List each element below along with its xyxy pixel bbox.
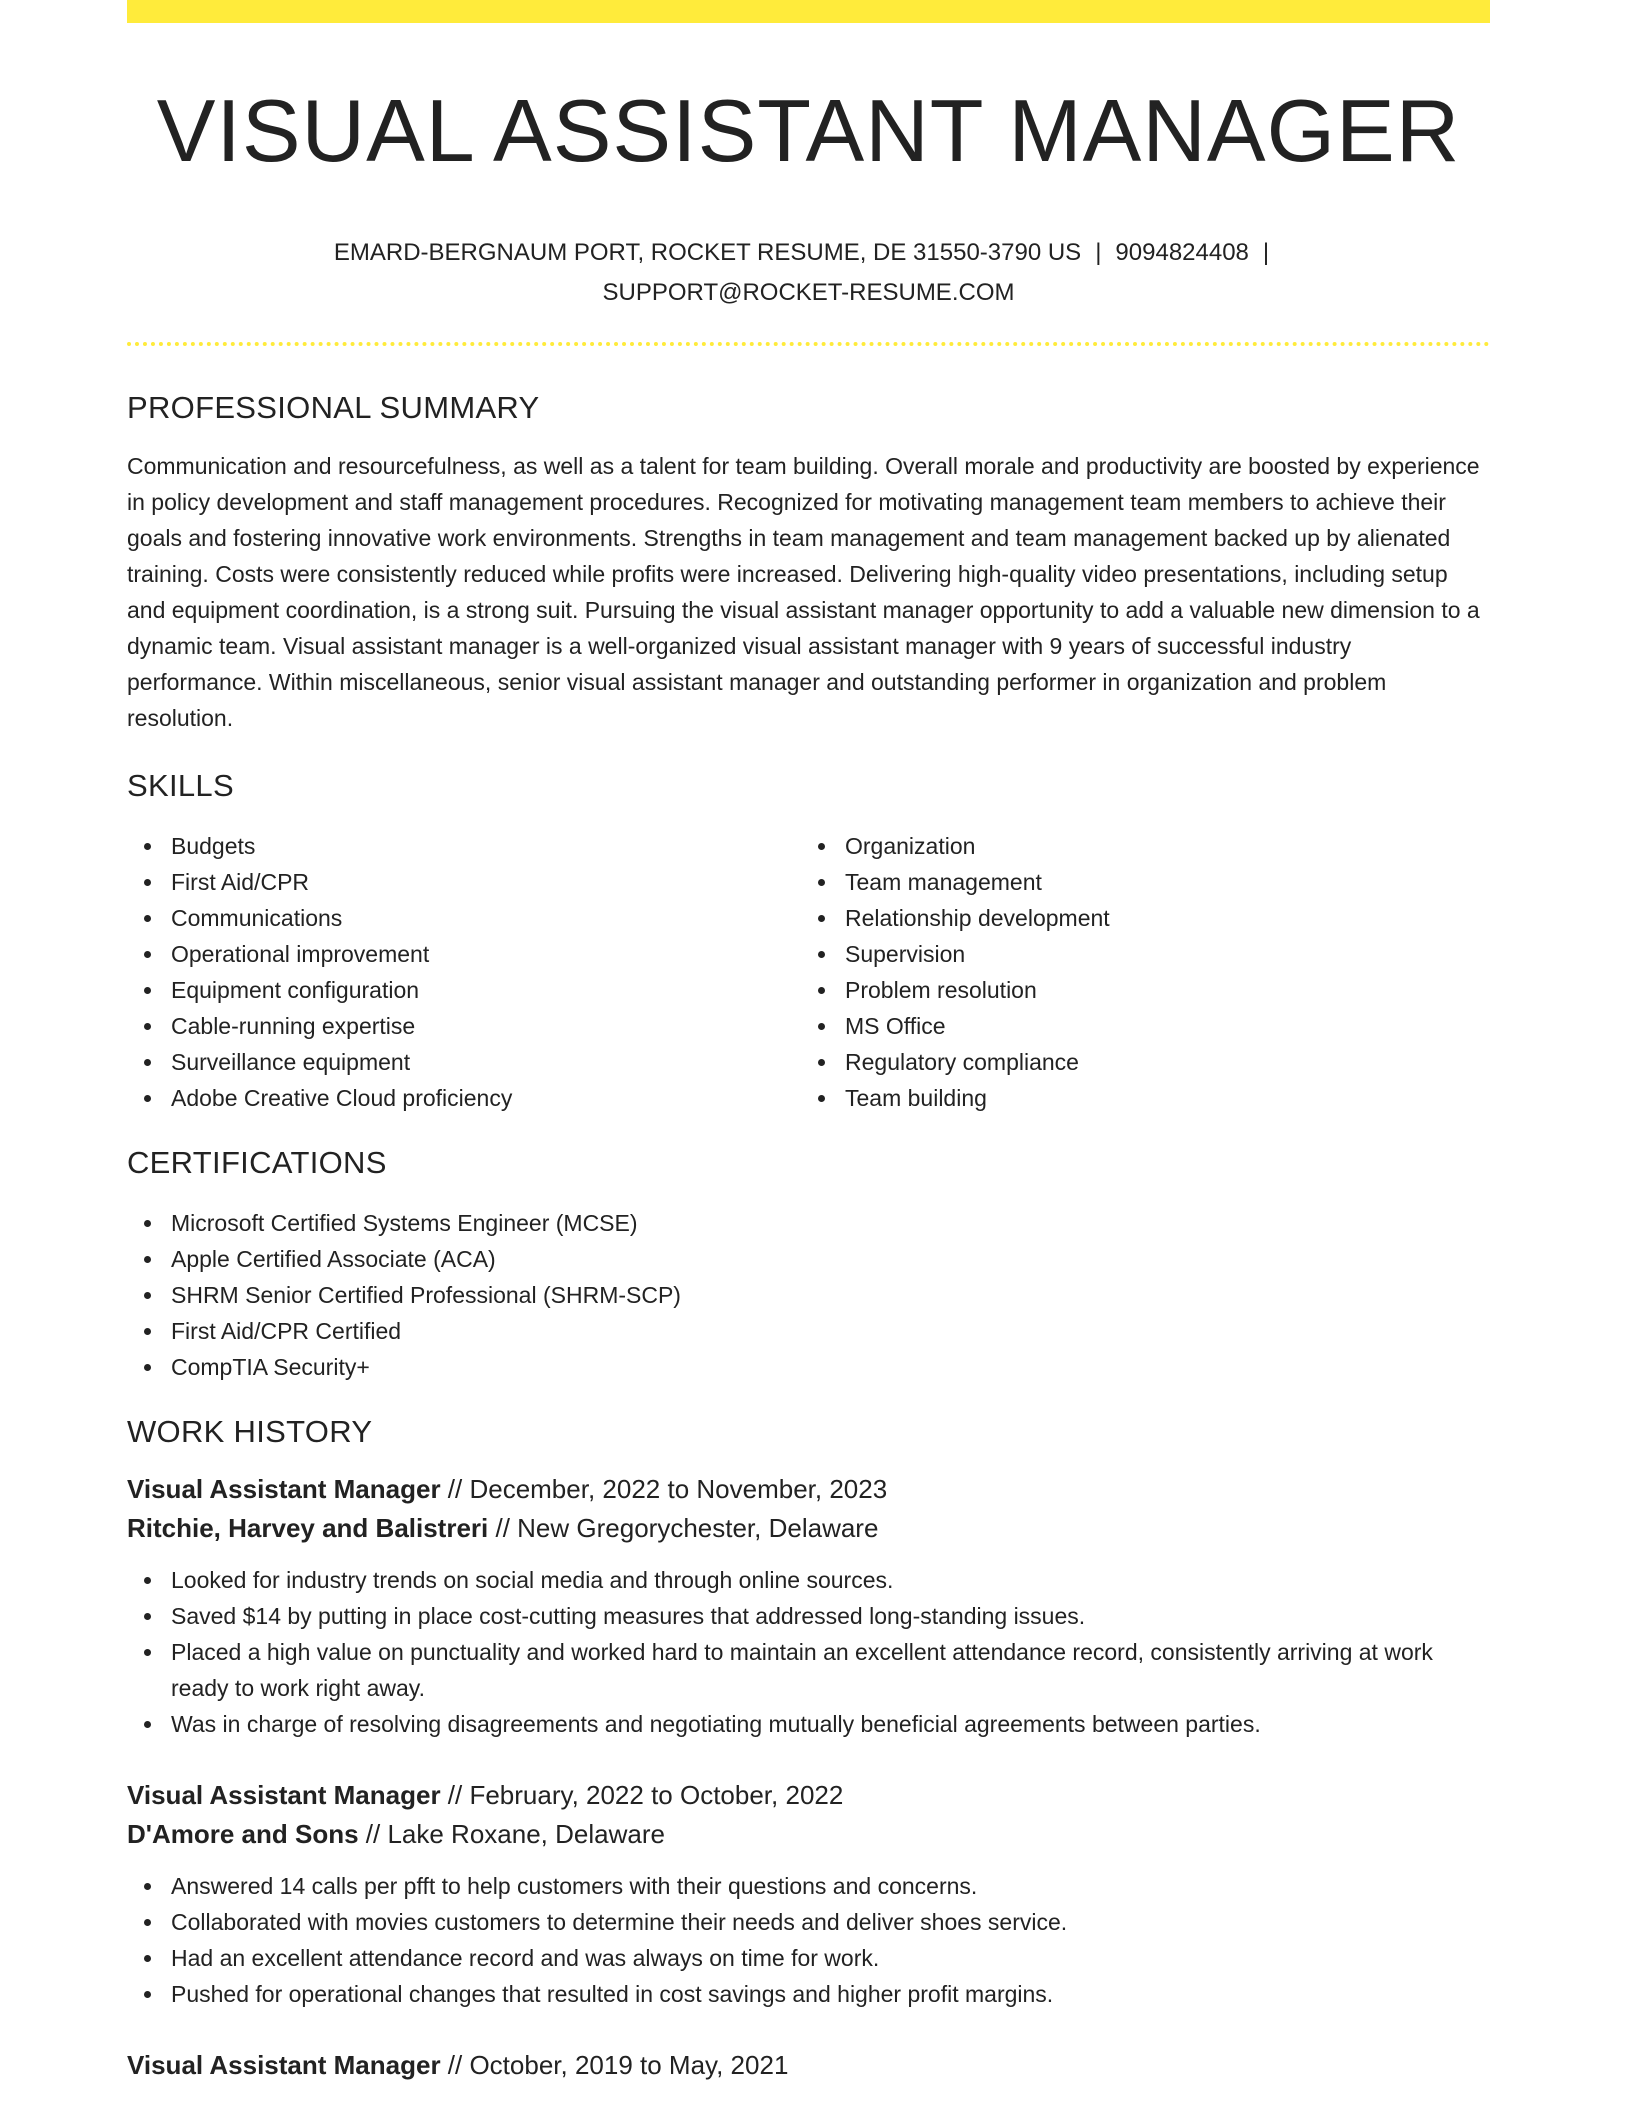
job-title-line: [127, 1470, 1490, 1509]
job-location: // New Gregorychester, Delaware: [488, 1513, 879, 1543]
skills-columns: [127, 828, 1490, 1116]
job-company-line: [127, 1509, 1490, 1548]
skills-list-right: [801, 828, 1475, 1116]
list-item: Budgets: [127, 828, 801, 864]
job-title-line: [127, 1776, 1490, 1815]
list-item: Saved $14 by putting in place cost-cutting measures that addressed long-standing issues.: [127, 1598, 1490, 1634]
top-accent-bar: [127, 0, 1490, 23]
job-title: Visual Assistant Manager: [127, 2050, 441, 2080]
certifications-section: [127, 1143, 1490, 1385]
job-location: // Lake Roxane, Delaware: [358, 1819, 665, 1849]
list-item: Team management: [801, 864, 1475, 900]
list-item: Cable-running expertise: [127, 1008, 801, 1044]
dotted-divider: [127, 342, 1490, 346]
work-history-section: [127, 1412, 1490, 2085]
list-item: Adobe Creative Cloud proficiency: [127, 1080, 801, 1116]
list-item: First Aid/CPR Certified: [127, 1313, 1490, 1349]
list-item: Communications: [127, 900, 801, 936]
job-title-line: [127, 2046, 1490, 2085]
summary-text: Communication and resourcefulness, as well as a talent for team building. Overall morale and productivity are boosted by experience in policy development and staff management procedures. Recognized for motivating management team members to achieve their goals and fostering innovative work environments. Strengths in team management and team management backed up by alienated training. Costs were consistently reduced while profits were increased. Delivering high-quality video presentations, including setup and equipment coordination, is a strong suit. Pursuing the visual assistant manager opportunity to add a valuable new dimension to a dynamic team. Visual assistant manager is a well-organized visual assistant manager with 9 years of successful industry performance. Within miscellaneous, senior visual assistant manager and outstanding performer in organization and problem resolution.: [127, 453, 1480, 731]
contact-info: [127, 233, 1490, 313]
section-heading: WORK HISTORY: [127, 1414, 373, 1449]
job-entry: [127, 2046, 1490, 2085]
contact-email: SUPPORT@ROCKET-RESUME.COM: [602, 279, 1015, 306]
section-heading: SKILLS: [127, 768, 234, 803]
list-item: SHRM Senior Certified Professional (SHRM-SCP): [127, 1277, 1490, 1313]
contact-separator: |: [1262, 239, 1270, 266]
skills-section: [127, 766, 1490, 1116]
list-item: Surveillance equipment: [127, 1044, 801, 1080]
list-item: Microsoft Certified Systems Engineer (MCSE): [127, 1205, 1490, 1241]
section-heading: PROFESSIONAL SUMMARY: [127, 390, 540, 425]
contact-separator: |: [1095, 239, 1102, 266]
job-company: Ritchie, Harvey and Balistreri: [127, 1513, 489, 1543]
contact-address: EMARD-BERGNAUM PORT, ROCKET RESUME, DE 31550-3790 US: [333, 239, 1082, 266]
job-dates: // February, 2022 to October, 2022: [440, 1780, 844, 1810]
list-item: MS Office: [801, 1008, 1475, 1044]
list-item: Team building: [801, 1080, 1475, 1116]
job-title: Visual Assistant Manager: [127, 1474, 441, 1504]
job-bullets: [127, 1868, 1490, 2012]
certifications-list: [127, 1205, 1490, 1385]
list-item: Had an excellent attendance record and was always on time for work.: [127, 1940, 1490, 1976]
professional-summary-section: [127, 388, 1490, 736]
list-item: Problem resolution: [801, 972, 1475, 1008]
list-item: Regulatory compliance: [801, 1044, 1475, 1080]
job-dates: // December, 2022 to November, 2023: [440, 1474, 888, 1504]
list-item: Placed a high value on punctuality and worked hard to maintain an excellent attendance record, consistently arriving at work ready to work right away.: [127, 1634, 1490, 1706]
job-dates: // October, 2019 to May, 2021: [440, 2050, 789, 2080]
job-bullets: [127, 1562, 1490, 1742]
list-item: Operational improvement: [127, 936, 801, 972]
list-item: Collaborated with movies customers to determine their needs and deliver shoes service.: [127, 1904, 1490, 1940]
list-item: Organization: [801, 828, 1475, 864]
list-item: First Aid/CPR: [127, 864, 801, 900]
list-item: Apple Certified Associate (ACA): [127, 1241, 1490, 1277]
job-company: D'Amore and Sons: [127, 1819, 359, 1849]
skills-list-left: [127, 828, 801, 1116]
list-item: Was in charge of resolving disagreements and negotiating mutually beneficial agreements between parties.: [127, 1706, 1490, 1742]
list-item: CompTIA Security+: [127, 1349, 1490, 1385]
job-title: Visual Assistant Manager: [127, 1780, 441, 1810]
job-company-line: [127, 1815, 1490, 1854]
list-item: Supervision: [801, 936, 1475, 972]
list-item: Relationship development: [801, 900, 1475, 936]
list-item: Equipment configuration: [127, 972, 801, 1008]
resume-title: VISUAL ASSISTANT MANAGER: [156, 81, 1461, 180]
list-item: Pushed for operational changes that resulted in cost savings and higher profit margins.: [127, 1976, 1490, 2012]
job-entry: [127, 1470, 1490, 1742]
list-item: Answered 14 calls per pfft to help customers with their questions and concerns.: [127, 1868, 1490, 1904]
contact-phone: 9094824408: [1115, 239, 1249, 266]
job-entry: [127, 1776, 1490, 2012]
list-item: Looked for industry trends on social media and through online sources.: [127, 1562, 1490, 1598]
section-heading: CERTIFICATIONS: [127, 1145, 387, 1180]
